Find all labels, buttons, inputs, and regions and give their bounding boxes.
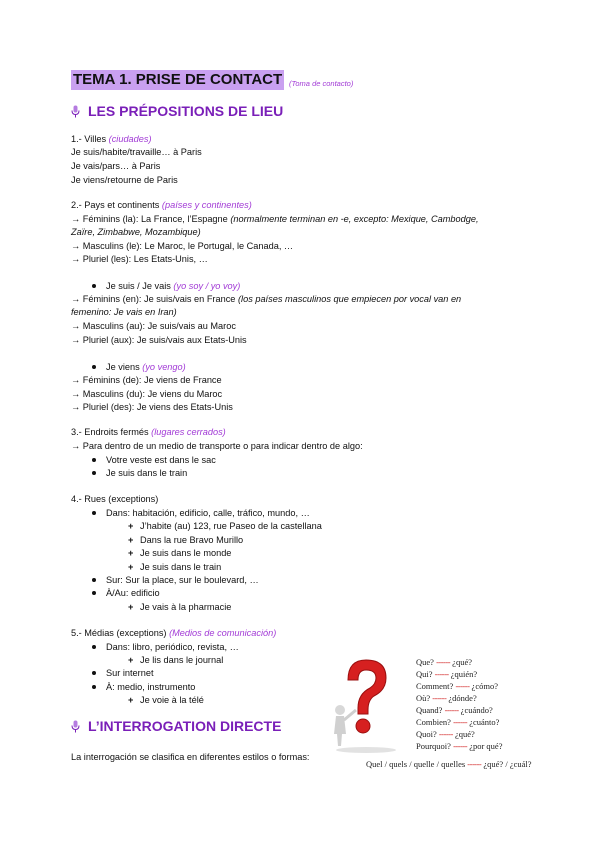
microphone-icon (71, 105, 80, 118)
je-suis-feminins-text: → Féminins (en): Je suis/vais en France (71, 294, 236, 304)
je-suis-pluriel: → Pluriel (aux): Je suis/vais aux Etats-Unis (71, 335, 247, 345)
je-suis-feminins-note-2: femenino: Je vais en Iran) (71, 307, 177, 317)
title-note: (Toma de contacto) (289, 79, 354, 88)
endroits-item-text: Votre veste est dans le sac (106, 455, 216, 465)
medias-label: 5.- Médias (exceptions) (71, 628, 167, 638)
rues-heading: 4.- Rues (exceptions) (71, 494, 159, 504)
interrogation-text: La interrogación se clasifica en diferentes estilos o formas: (71, 752, 310, 762)
question-row: Quoi? ------ ¿qué? (416, 729, 475, 739)
rues-dans-item (128, 561, 221, 573)
bullet-dot (92, 458, 96, 462)
pays-feminins-text: → Féminins (la): La France, l’Espagne (71, 214, 228, 224)
plus-marker: + (128, 602, 134, 612)
endroits-label: 3.- Endroits fermés (71, 427, 149, 437)
section-heading-text: LES PRÉPOSITIONS DE LIEU (88, 103, 284, 119)
medias-dans (92, 641, 239, 653)
plus-marker: + (128, 548, 134, 558)
endroits-heading (71, 426, 226, 438)
pays-note: (países y continentes) (161, 200, 252, 210)
bullet-dot (92, 578, 96, 582)
rues-dans-item (128, 534, 243, 546)
medias-a (92, 681, 195, 693)
medias-dans-item-text: Je lis dans le journal (140, 655, 224, 665)
medias-dans-text: Dans: libro, periódico, revista, … (106, 642, 239, 652)
question-row-quel: Quel / quels / quelle / quelles ------ ¿qué? / ¿cuál? (366, 759, 532, 769)
je-suis-feminins (71, 293, 531, 306)
medias-a-item-text: Je voie à la télé (140, 695, 204, 705)
endroits-intro: → Para dentro de un medio de transporte o para indicar dentro de algo: (71, 441, 363, 451)
pays-masculins: → Masculins (le): Le Maroc, le Portugal, le Canada, … (71, 241, 294, 251)
plus-marker: + (128, 562, 134, 572)
question-row: Que? ------ ¿qué? (416, 657, 472, 667)
medias-a-text: À: medio, instrumento (106, 682, 196, 692)
rues-dans-item-text: J’habite (au) 123, rue Paseo de la castellana (140, 521, 322, 531)
question-row: Quand? ------ ¿cuándo? (416, 705, 493, 715)
section-heading-interrogation (71, 718, 281, 734)
medias-heading (71, 627, 276, 639)
bullet-dot (92, 284, 96, 288)
je-suis-feminins-note: (los países masculinos que empiecen por vocal van en (237, 294, 462, 304)
pays-feminins-note: (normalmente terminan en -e, excepto: Mexique, Cambodge, (230, 214, 479, 224)
rues-dans-item (128, 547, 231, 559)
bullet-dot (92, 591, 96, 595)
plus-marker: + (128, 655, 134, 665)
bullet-dot (92, 671, 96, 675)
rues-dans (92, 507, 310, 519)
je-suis-masculins: → Masculins (au): Je suis/vais au Maroc (71, 321, 236, 331)
question-row: Qui? ------ ¿quién? (416, 669, 478, 679)
medias-a-item (128, 694, 204, 706)
villes-line: Je suis/habite/travaille… à Paris (71, 147, 202, 157)
question-mark-figure-illustration (326, 650, 406, 754)
plus-marker: + (128, 535, 134, 545)
villes-heading (71, 133, 152, 145)
je-viens-pluriel: → Pluriel (des): Je viens des Etats-Unis (71, 402, 233, 412)
section-heading-prepositions (71, 103, 283, 119)
endroits-item-text: Je suis dans le train (106, 468, 188, 478)
je-viens-feminins: → Féminins (de): Je viens de France (71, 375, 222, 385)
medias-note: (Medios de comunicación) (169, 628, 277, 638)
rues-dans-item-text: Je suis dans le train (140, 562, 222, 572)
bullet-dot (92, 365, 96, 369)
rues-sur-text: Sur: Sur la place, sur le boulevard, … (106, 575, 259, 585)
je-suis-note: (yo soy / yo voy) (173, 281, 241, 291)
medias-sur (92, 667, 154, 679)
villes-line: Je viens/retourne de Paris (71, 175, 178, 185)
villes-line: Je vais/pars… à Paris (71, 161, 161, 171)
bullet-dot (92, 685, 96, 689)
je-viens-masculins: → Masculins (du): Je viens du Maroc (71, 389, 223, 399)
villes-label: 1.- Villes (71, 134, 107, 144)
rues-sur (92, 574, 259, 586)
rues-a-au (92, 587, 160, 599)
question-row: Où? ------ ¿dónde? (416, 693, 477, 703)
je-viens-note: (yo vengo) (142, 362, 186, 372)
plus-marker: + (128, 695, 134, 705)
endroits-note: (lugares cerrados) (151, 427, 226, 437)
rues-dans-text: Dans: habitación, edificio, calle, tráfico, mundo, … (106, 508, 310, 518)
je-viens-label: Je viens (106, 362, 140, 372)
je-viens-bullet (92, 361, 186, 373)
pays-heading (71, 199, 252, 211)
microphone-icon (71, 720, 80, 733)
rues-dans-item (128, 520, 322, 532)
plus-marker: + (128, 521, 134, 531)
endroits-item (92, 467, 187, 479)
medias-dans-item (128, 654, 223, 666)
pays-feminins (71, 213, 479, 225)
bullet-dot (92, 645, 96, 649)
endroits-item (92, 454, 216, 466)
section-heading-text: L’INTERROGATION DIRECTE (88, 718, 282, 734)
pays-pluriel: → Pluriel (les): Les Etats-Unis, … (71, 254, 208, 264)
rues-a-au-item (128, 601, 231, 613)
rues-a-au-item-text: Je vais à la pharmacie (140, 602, 232, 612)
pays-feminins-note-2: Zaïre, Zimbabwe, Mozambique) (71, 227, 201, 237)
question-row: Combien? ------ ¿cuánto? (416, 717, 500, 727)
medias-sur-text: Sur internet (106, 668, 154, 678)
page-title: TEMA 1. PRISE DE CONTACT (73, 71, 283, 88)
rues-dans-item-text: Dans la rue Bravo Murillo (140, 535, 244, 545)
bullet-dot (92, 471, 96, 475)
question-row: Pourquoi? ------ ¿por qué? (416, 741, 503, 751)
bullet-dot (92, 511, 96, 515)
je-suis-bullet (92, 280, 240, 292)
rues-dans-item-text: Je suis dans le monde (140, 548, 232, 558)
pays-label: 2.- Pays et continents (71, 200, 160, 210)
rues-a-au-text: À/Au: edificio (106, 588, 160, 598)
villes-note: (ciudades) (108, 134, 152, 144)
question-row: Comment? ------ ¿cómo? (416, 681, 498, 691)
je-suis-label: Je suis / Je vais (106, 281, 171, 291)
